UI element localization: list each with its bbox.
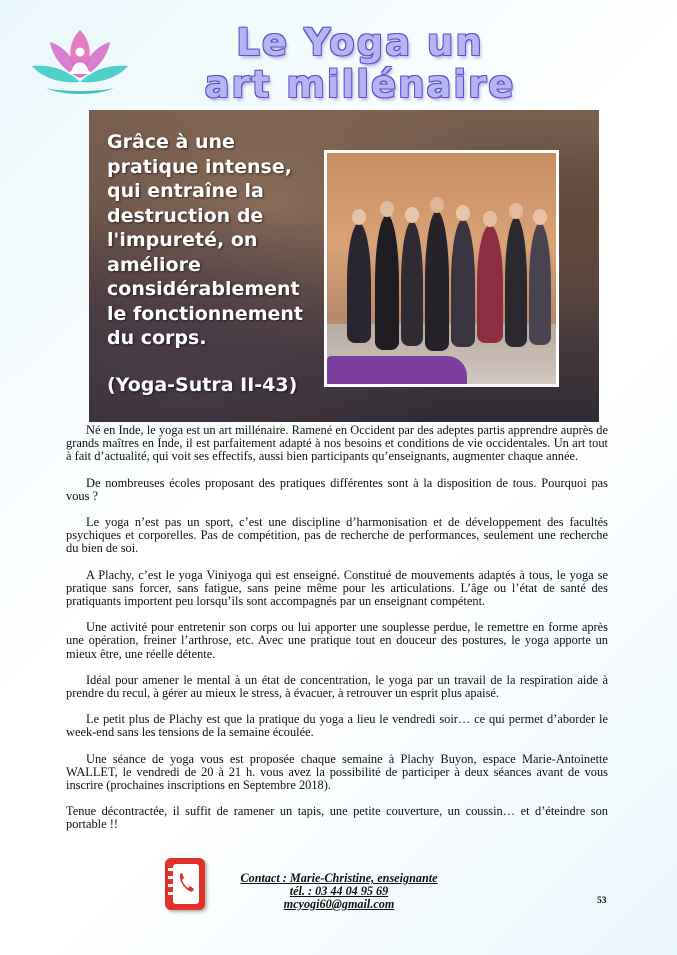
person-figure <box>425 211 449 351</box>
person-face <box>533 209 547 225</box>
person-face <box>352 209 366 225</box>
person-figure <box>451 219 475 347</box>
article-paragraph: Le yoga n’est pas un sport, c’est une discipline d’harmonisation et de développement des facultés psychiques et corporelles. Pas de compétition, pas de recherche de performances, seulement une recherche du bien de soi. <box>66 515 608 556</box>
yoga-mat <box>327 356 467 384</box>
hero-quote: Grâce à une pratique intense, qui entraîne la destruction de l'impureté, on améliore considérablement le fonctionnement du corps. <box>107 131 304 349</box>
contact-name: Contact : Marie-Christine, enseignante <box>240 871 438 885</box>
person-figure <box>529 223 551 345</box>
article-paragraph: Né en Inde, le yoga est un art millénaire. Ramené en Occident par des adeptes partis apprendre auprès de grands maîtres en Inde, il est parfaitement adapté à nos besoins et conditions de vie occidentales. Un art tout à fait d’actualité, qui voit ses effectifs, aussi bien participants qu’enseignants, augmenter chaque année. <box>66 423 608 464</box>
article-body <box>66 424 608 845</box>
person-figure <box>375 215 399 350</box>
article-paragraph: Tenue décontractée, il suffit de ramener un tapis, une petite couverture, un coussin… et d’éteindre son portable !! <box>66 804 608 832</box>
person-face <box>380 201 394 217</box>
person-figure <box>477 225 503 343</box>
person-face <box>509 203 523 219</box>
contact-email[interactable]: mcyogi60@gmail.com <box>283 897 395 911</box>
title-line-2: art millénaire <box>204 63 516 106</box>
title-line-1: Le Yoga un <box>236 21 484 64</box>
person-face <box>405 207 419 223</box>
article-paragraph: Idéal pour amener le mental à un état de concentration, le yoga par un travail de la respiration aide à prendre du recul, à gérer au mieux le stress, à évacuer, à retrouver un esprit plus apaisé. <box>66 672 608 701</box>
article-paragraph: Le petit plus de Plachy est que la pratique du yoga a lieu le vendredi soir… ce qui permet d’aborder le week-end sans les tensions de la semaine écoulée. <box>66 712 608 740</box>
person-figure <box>347 223 371 343</box>
page-title <box>150 22 570 106</box>
person-face <box>456 205 470 221</box>
contact-block <box>215 872 463 911</box>
person-figure <box>401 221 423 346</box>
person-figure <box>505 217 527 347</box>
phone-book-icon <box>165 858 205 910</box>
page-number: 53 <box>597 896 607 906</box>
hero-citation: (Yoga-Sutra II-43) <box>107 374 298 396</box>
article-paragraph: De nombreuses écoles proposant des pratiques différentes sont à la disposition de tous. Pourquoi pas vous ? <box>66 475 608 503</box>
hero-banner <box>89 110 599 422</box>
group-photo <box>324 150 559 387</box>
contact-phone: tél. : 03 44 04 95 69 <box>289 884 389 898</box>
person-face <box>430 197 444 213</box>
person-face <box>483 211 497 227</box>
article-paragraph: Une séance de yoga vous est proposée chaque semaine à Plachy Buyon, espace Marie-Antoinette WALLET, le vendredi de 20 à 21 h. vous avez la possibilité de participer à deux séances avant de vous inscrire (prochaines inscriptions en Septembre 2018). <box>66 751 608 793</box>
article-paragraph: A Plachy, c’est le yoga Viniyoga qui est enseigné. Constitué de mouvements adaptés à tous, le yoga se pratique sans forcer, sans fatigue, sans peine même pour les articulations. L’âge ou l’état de santé des pratiquants importent peu lorsqu’ils sont accompagnés par un enseignant compétent. <box>66 567 608 609</box>
lotus-meditation-icon <box>28 26 132 102</box>
article-paragraph: Une activité pour entretenir son corps ou lui apporter une souplesse perdue, le remettre en forme après une opération, freiner l’arthrose, etc. Avec une pratique tout en douceur des postures, le yoga apporte un mieux être, une réelle détente. <box>66 620 608 661</box>
